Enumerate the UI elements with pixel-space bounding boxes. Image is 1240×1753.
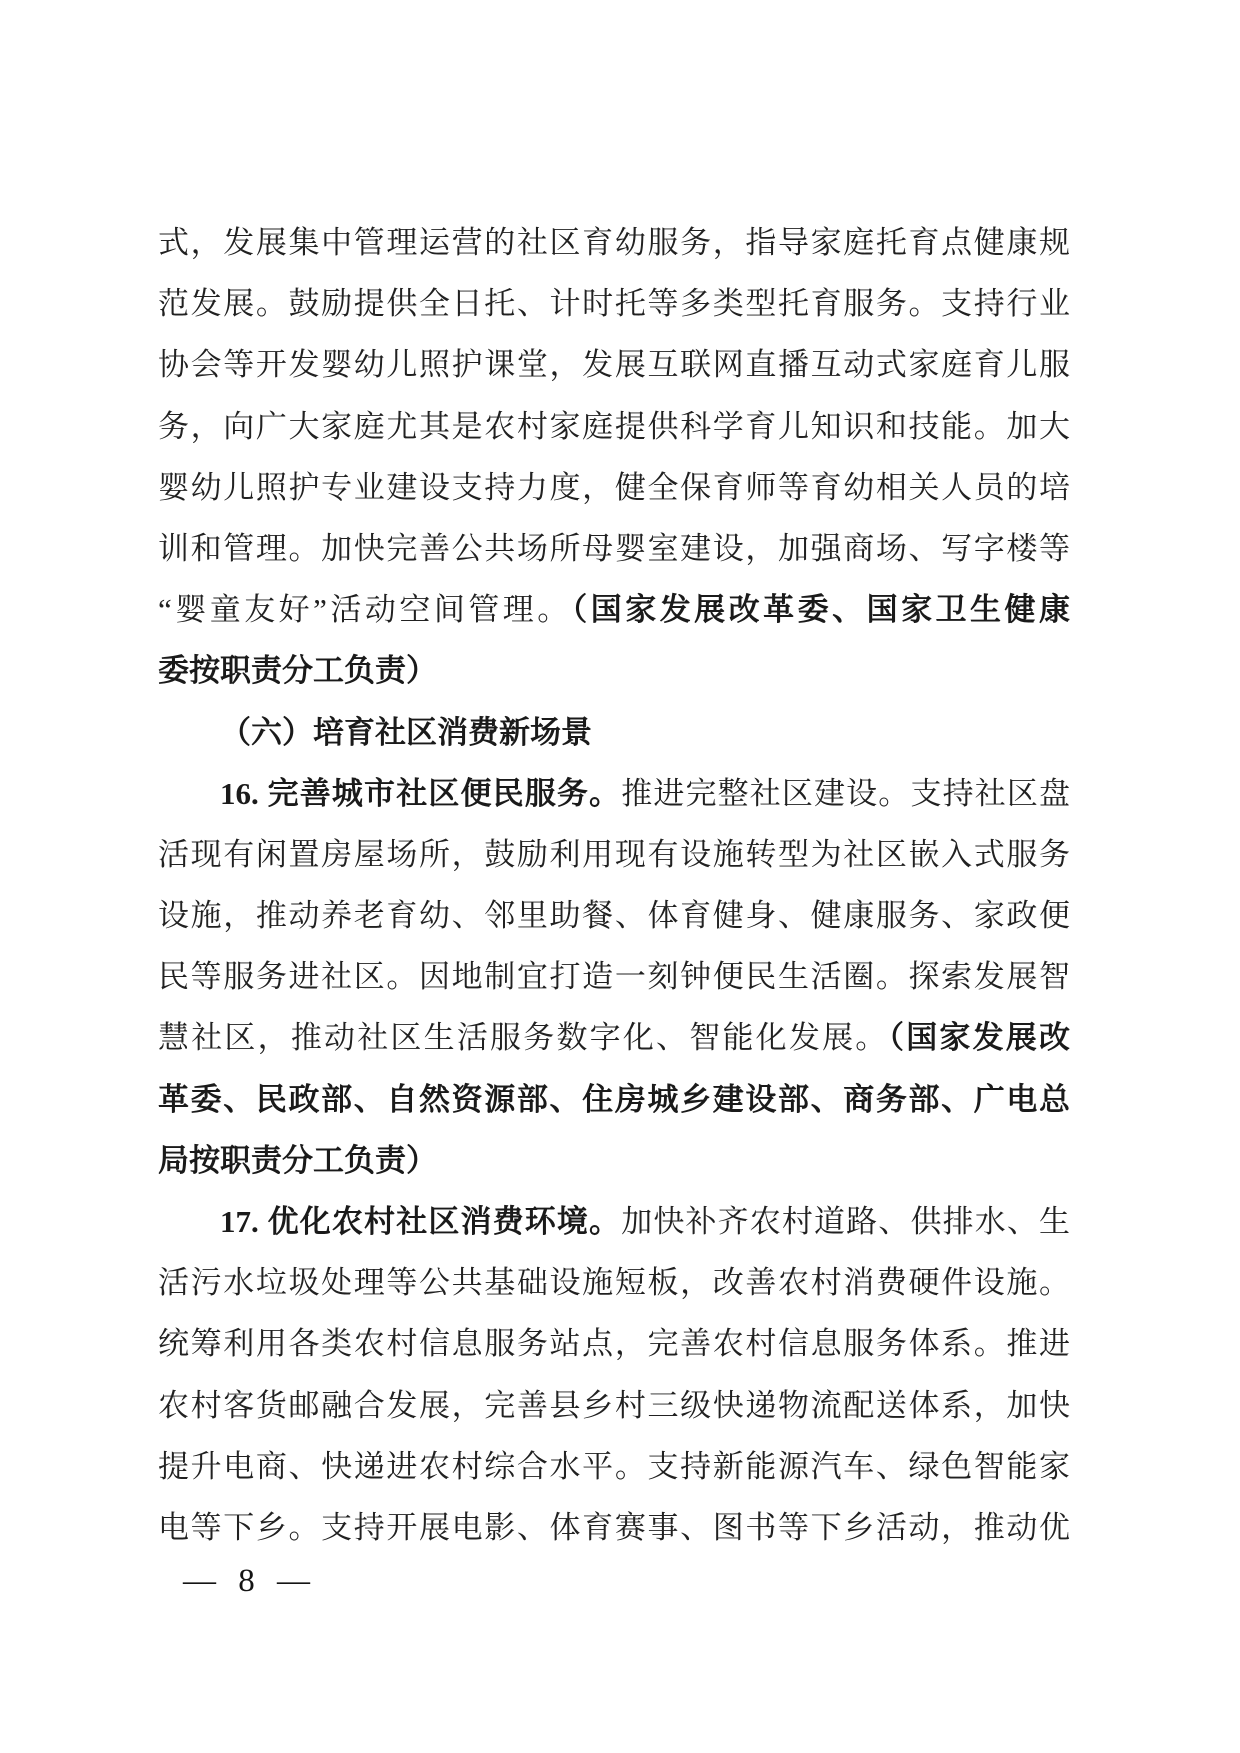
body-text-segment: 设施，推动养老育幼、邻里助餐、体育健身、健康服务、家政便: [158, 898, 1070, 934]
emphasis-text-segment: （六）培育社区消费新场景: [220, 714, 592, 750]
text-line-9: [158, 702, 1070, 763]
body-text-segment: 务，向广大家庭尤其是农村家庭提供科学育儿知识和技能。加大: [158, 408, 1070, 444]
text-line-7: [158, 579, 1070, 640]
document-body: [158, 212, 1070, 1558]
body-text-segment: 民等服务进社区。因地制宜打造一刻钟便民生活圈。探索发展智: [158, 959, 1070, 995]
body-text-segment: 训和管理。加快完善公共场所母婴室建设，加强商场、写字楼等: [158, 530, 1070, 566]
body-text-segment: 慧社区，推动社区生活服务数字化、智能化发展。: [158, 1020, 889, 1056]
body-text-segment: 推进完整社区建设。支持社区盘: [621, 775, 1070, 811]
body-text-segment: 协会等开发婴幼儿照护课堂，发展互联网直播互动式家庭育儿服: [158, 347, 1070, 383]
text-line-18: [158, 1252, 1070, 1313]
emphasis-text-segment: 16. 完善城市社区便民服务。: [220, 775, 622, 811]
emphasis-text-segment: 17. 优化农村社区消费环境。: [220, 1204, 622, 1239]
page-number-label: — 8 —: [183, 1563, 313, 1599]
text-line-15: [158, 1069, 1070, 1130]
body-text-segment: 活现有闲置房屋场所，鼓励利用现有设施转型为社区嵌入式服务: [158, 836, 1070, 872]
text-line-4: [158, 396, 1070, 457]
body-text-segment: 提升电商、快递进农村综合水平。支持新能源汽车、绿色智能家: [158, 1448, 1070, 1484]
text-line-14: [158, 1007, 1070, 1068]
body-text-segment: 式，发展集中管理运营的社区育幼服务，指导家庭托育点健康规: [158, 225, 1070, 260]
body-text-segment: 加快补齐农村道路、供排水、生: [621, 1204, 1070, 1239]
body-text-segment: 统筹利用各类农村信息服务站点，完善农村信息服务体系。推进: [158, 1326, 1070, 1362]
emphasis-text-segment: （国家发展改: [888, 1020, 1070, 1056]
text-line-2: [158, 273, 1070, 334]
emphasis-text-segment: 革委、民政部、自然资源部、住房城乡建设部、商务部、广电总: [158, 1081, 1070, 1117]
text-line-20: [158, 1375, 1070, 1436]
text-line-3: [158, 334, 1070, 395]
text-line-19: [158, 1313, 1070, 1374]
text-line-8: [158, 640, 1070, 701]
body-text-segment: 电等下乡。支持开展电影、体育赛事、图书等下乡活动，推动优: [158, 1509, 1070, 1545]
body-text-segment: “婴童友好”活动空间管理。: [158, 592, 572, 628]
body-text-segment: 活污水垃圾处理等公共基础设施短板，改善农村消费硬件设施。: [158, 1265, 1070, 1301]
emphasis-text-segment: 局按职责分工负责）: [158, 1142, 437, 1178]
body-text-segment: 范发展。鼓励提供全日托、计时托等多类型托育服务。支持行业: [158, 286, 1070, 322]
text-line-6: [158, 518, 1070, 579]
text-line-5: [158, 457, 1070, 518]
text-line-11: [158, 824, 1070, 885]
emphasis-text-segment: （国家发展改革委、国家卫生健康: [571, 592, 1070, 628]
text-line-22: [158, 1497, 1070, 1558]
text-line-10: [158, 763, 1070, 824]
text-line-1: [158, 212, 1070, 273]
emphasis-text-segment: 委按职责分工负责）: [158, 653, 437, 689]
text-line-16: [158, 1130, 1070, 1191]
text-line-13: [158, 946, 1070, 1007]
text-line-21: [158, 1436, 1070, 1497]
body-text-segment: 农村客货邮融合发展，完善县乡村三级快递物流配送体系，加快: [158, 1387, 1070, 1423]
text-line-17: [158, 1191, 1070, 1252]
page-footer: [183, 1556, 313, 1606]
body-text-segment: 婴幼儿照护专业建设支持力度，健全保育师等育幼相关人员的培: [158, 469, 1070, 505]
text-line-12: [158, 885, 1070, 946]
